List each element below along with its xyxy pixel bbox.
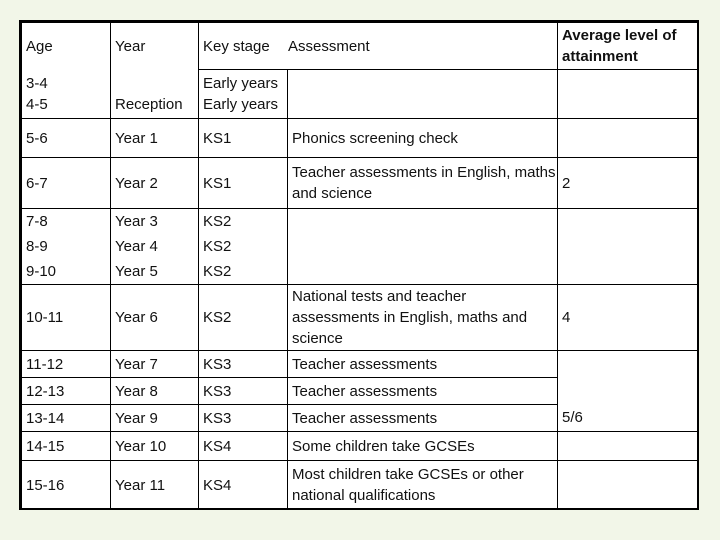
cell-year: Year 8 [111, 378, 199, 405]
header-year: Year [111, 23, 199, 70]
cell-key-stage: KS1 [199, 119, 288, 158]
age-value: 3-4 [26, 74, 48, 92]
cell-level [558, 119, 698, 158]
age-value: 9-10 [26, 263, 57, 280]
cell-year: Year 6 [111, 285, 199, 351]
header-key-stage: Key stage [203, 37, 270, 55]
cell-age: 14-15 [22, 432, 111, 461]
cell-key-stage: KS2 [199, 285, 288, 351]
attainment-table-frame [19, 20, 699, 510]
cell-assessment: Most children take GCSEs or other national qualifications [288, 461, 558, 510]
cell-assessment: Some children take GCSEs [288, 432, 558, 461]
ks-value: Early years [203, 75, 279, 92]
cell-year [111, 70, 199, 119]
cell-year: Year 2 [111, 158, 199, 209]
table-row [22, 119, 698, 158]
table-row [22, 158, 698, 209]
cell-assessment [288, 209, 558, 285]
cell-key-stage: KS4 [199, 432, 288, 461]
cell-level: 2 [558, 158, 698, 209]
cell-age [22, 209, 111, 285]
table-row [22, 378, 698, 405]
year-value: Year 3 [115, 213, 158, 230]
cell-age: 6-7 [22, 158, 111, 209]
attainment-table [21, 22, 698, 510]
cell-key-stage: KS3 [199, 405, 288, 432]
cell-age: 13-14 [22, 405, 111, 432]
cell-assessment: National tests and teacher assessments in English, maths and science [288, 285, 558, 351]
cell-key-stage: KS3 [199, 351, 288, 378]
age-value: 4-5 [26, 95, 48, 113]
cell-level [558, 70, 698, 119]
cell-assessment: Teacher assessments [288, 351, 558, 378]
cell-age: 5-6 [22, 119, 111, 158]
year-value: Reception [115, 95, 183, 113]
cell-assessment [288, 70, 558, 119]
cell-year: Year 10 [111, 432, 199, 461]
cell-year: Year 7 [111, 351, 199, 378]
header-row [22, 23, 698, 70]
cell-level [558, 351, 698, 378]
ks-value: KS2 [203, 238, 232, 255]
table-row [22, 351, 698, 378]
header-level: Average level of attainment [558, 23, 698, 70]
cell-age [22, 70, 111, 119]
ks-value: KS2 [203, 263, 232, 280]
year-value: Year 5 [115, 263, 158, 280]
table-row [22, 70, 698, 119]
year-value: Year 4 [115, 238, 158, 255]
cell-age: 11-12 [22, 351, 111, 378]
cell-level: 5/6 [558, 405, 698, 432]
cell-key-stage: KS4 [199, 461, 288, 510]
cell-key-stage: KS1 [199, 158, 288, 209]
age-value: 7-8 [26, 213, 48, 230]
table-row [22, 432, 698, 461]
age-value: 8-9 [26, 238, 48, 255]
cell-level [558, 432, 698, 461]
header-keystage-assessment [199, 23, 558, 70]
header-assessment: Assessment [288, 37, 370, 55]
table-row [22, 405, 698, 432]
cell-assessment: Phonics screening check [288, 119, 558, 158]
table-row [22, 209, 698, 285]
cell-level [558, 378, 698, 405]
cell-key-stage [199, 209, 288, 285]
cell-year: Year 11 [111, 461, 199, 510]
cell-level [558, 461, 698, 510]
cell-level: 4 [558, 285, 698, 351]
cell-assessment: Teacher assessments [288, 378, 558, 405]
cell-assessment: Teacher assessments in English, maths and science [288, 158, 558, 209]
cell-age: 15-16 [22, 461, 111, 510]
cell-age: 12-13 [22, 378, 111, 405]
cell-age: 10-11 [22, 285, 111, 351]
cell-year: Year 1 [111, 119, 199, 158]
cell-level [558, 209, 698, 285]
header-age: Age [22, 23, 111, 70]
ks-value: Early years [203, 96, 279, 113]
cell-key-stage [199, 70, 288, 119]
table-row [22, 461, 698, 510]
cell-year [111, 209, 199, 285]
table-row [22, 285, 698, 351]
cell-year: Year 9 [111, 405, 199, 432]
cell-assessment: Teacher assessments [288, 405, 558, 432]
cell-key-stage: KS3 [199, 378, 288, 405]
ks-value: KS2 [203, 213, 232, 230]
